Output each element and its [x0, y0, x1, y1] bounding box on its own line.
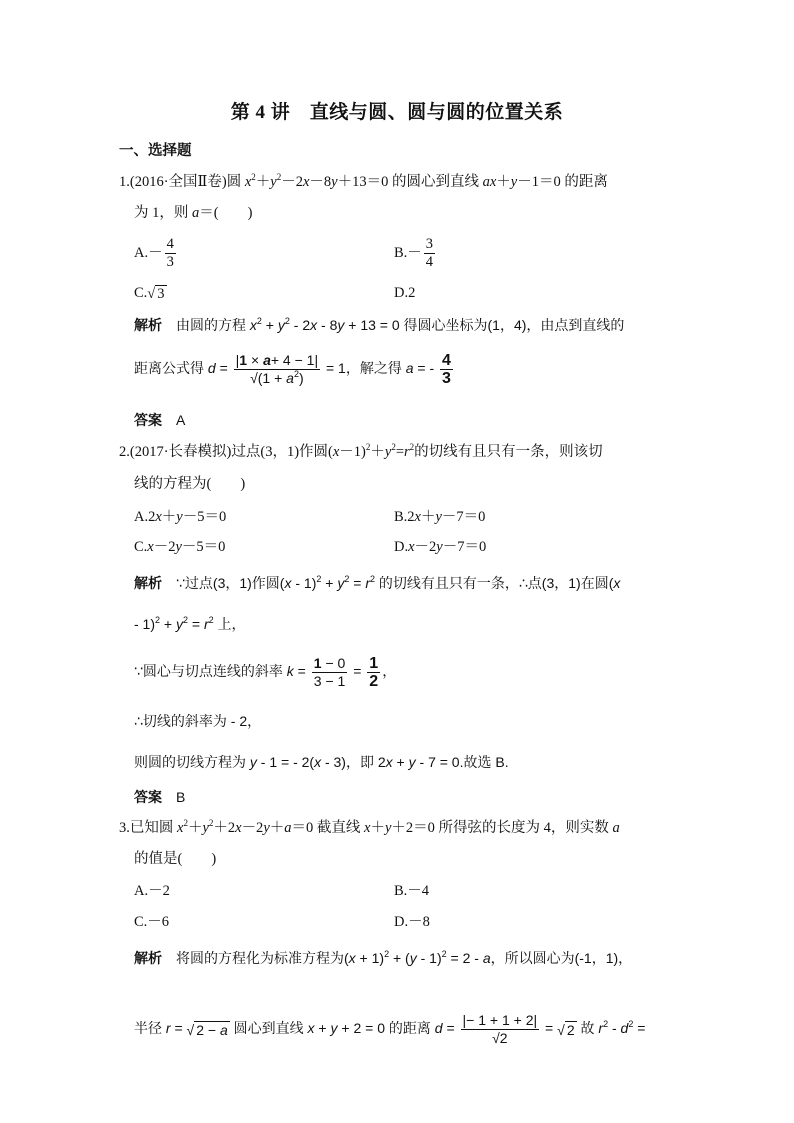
answer-label: 答案: [134, 789, 162, 805]
analysis-label: 解析: [134, 950, 162, 966]
analysis-label: 解析: [134, 575, 162, 591]
q3-analysis-line-2: 半径 r = √ 2 − a 圆心到直线 x + y + 2 = 0 的距离 d = $\frac{|- 1 + 1 + 2|}{√2}$ = √ 2 故 $r^2 - d^2$ =: [134, 1012, 646, 1046]
q2-analysis-line-1: 解析 ∵过点(3，1)作圆$(x - 1)^2 + y^2 = r^2$ 的切线有且只有一条，∴点(3，1)在圆(x: [134, 574, 621, 591]
q1-analysis-line-1: 解析 由圆的方程 $x^2 + y^2 - 2x - 8y + 13 = 0$ 得圆心坐标为(1，4)，由点到直线的: [134, 316, 625, 333]
q3-stem-line-2: 的值是( ): [134, 851, 217, 867]
q1-option-d: D.2: [394, 285, 416, 301]
q1-analysis-line-2: 距离公式得 d = $\frac{|1 \times a+ 4 - 1|}{√(1 + a^2)}$ = 1，解之得 a = - $\frac{4}{3}$: [134, 352, 451, 387]
q2-option-c: C.x－2y－5＝0: [134, 539, 226, 555]
q2-analysis-line-5: 则圆的切线方程为 y - 1 = - 2(x - 3)，即 2x + y - 7 = 0.故选 B.: [134, 754, 509, 770]
q2-option-a: A.2x＋y－5＝0: [134, 509, 227, 525]
q3-option-c: C.－6: [134, 914, 170, 930]
answer-label: 答案: [134, 412, 162, 428]
lecture-title: 第 4 讲 直线与圆、圆与圆的位置关系: [230, 102, 564, 123]
analysis-label: 解析: [134, 317, 162, 333]
q3-stem-line-1: 3.已知圆 $x^2+y^2+2x-2y+a=0$ 截直线 x＋y＋2＝0 所得弦的长度为 4，则实数 a: [119, 818, 620, 836]
q1-stem-line-2: 为 1，则 a＝( ): [134, 205, 253, 221]
q1-option-c: C.√ 3: [134, 285, 165, 302]
q3-analysis-line-1: 解析 将圆的方程化为标准方程为$(x + 1)^2 + (y - 1)^2 = 2 - a$，所以圆心为(-1，1)，: [134, 949, 633, 966]
q2-option-d: D.x－2y－7＝0: [394, 539, 487, 555]
q3-option-b: B.－4: [394, 883, 430, 899]
q2-option-b: B.2x＋y－7＝0: [394, 509, 486, 525]
q1-stem-line-1: 1.(2016·全国Ⅱ卷)圆 $x^2+y^2-2x-8y+13=0$ 的圆心到直线 ax＋y－1＝0 的距离: [119, 172, 608, 190]
q2-analysis-line-3: ∵圆心与切点连线的斜率 k = $\frac{1 - 0}{3 - 1}$ = $\frac{1}{2}$ ，: [134, 655, 397, 690]
q1-option-a: A.－ $\frac{4}{3}$: [134, 236, 174, 270]
q2-stem-line-2: 线的方程为( ): [134, 476, 246, 492]
q3-option-a: A.－2: [134, 883, 170, 899]
q2-answer: 答案 B: [134, 789, 186, 805]
q2-analysis-line-2: - $1)^2 + y^2 = r^2$ 上，: [134, 615, 246, 632]
q1-option-b: B.－ $\frac{3}{4}$: [394, 236, 434, 270]
section-heading: 一、选择题: [119, 143, 192, 159]
q2-analysis-line-4: ∴切线的斜率为 - 2，: [134, 713, 262, 729]
q3-option-d: D.－8: [394, 914, 430, 930]
q2-stem-line-1: 2.(2017·长春模拟)过点(3，1)作圆$(x-1)^2+y^2=r^2$的切线有且只有一条，则该切: [119, 442, 603, 460]
q1-answer: 答案 A: [134, 412, 186, 428]
